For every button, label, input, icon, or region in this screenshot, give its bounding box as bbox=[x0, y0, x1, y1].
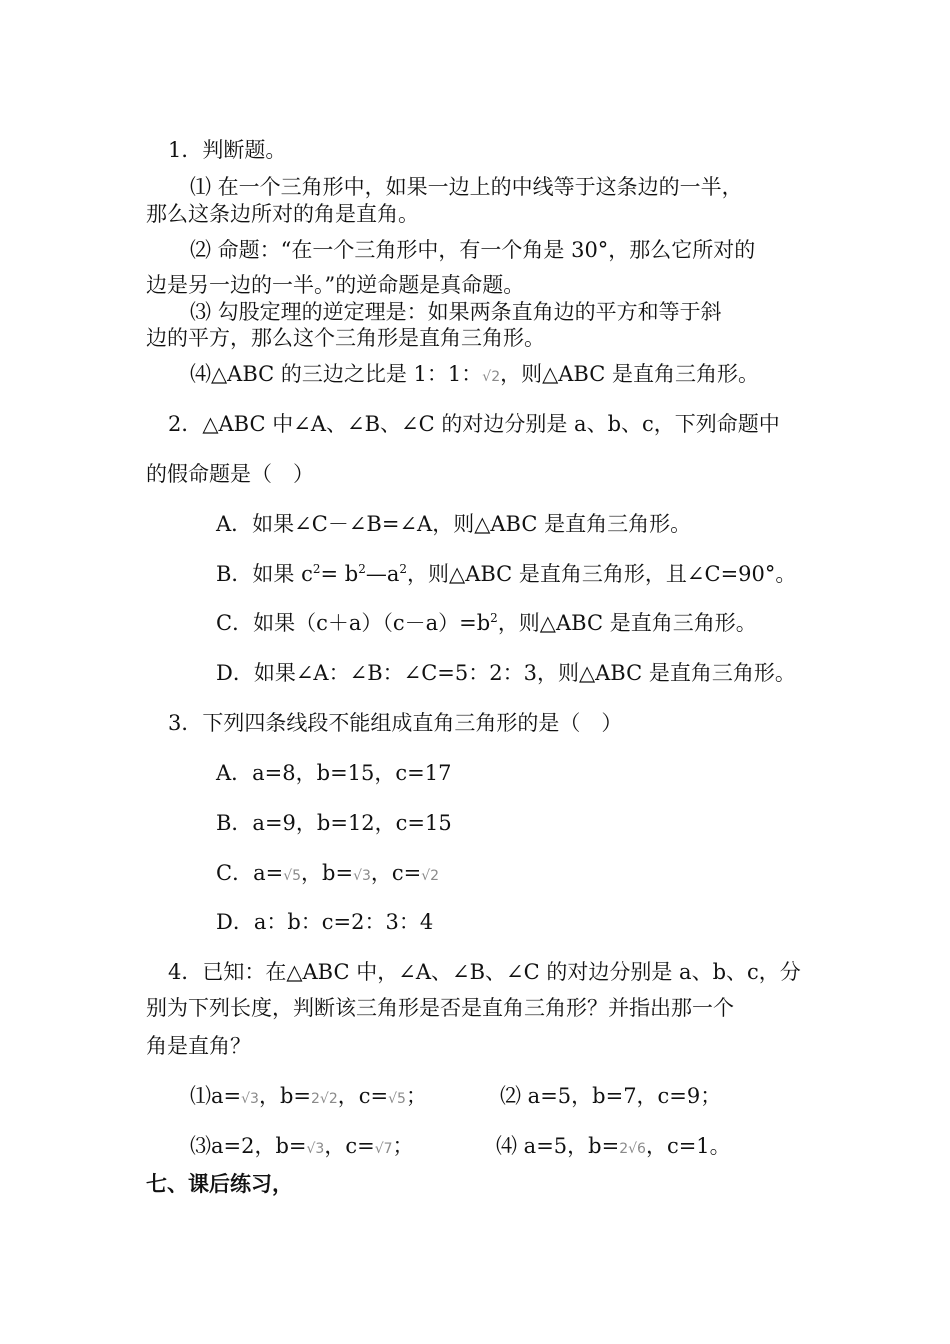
q4-line2: 别为下列长度，判断该三角形是否是直角三角形？并指出那一个 bbox=[146, 996, 734, 1020]
q1-title: 1．判断题。 bbox=[168, 138, 287, 162]
q4-part1-text: ，b= bbox=[258, 1084, 311, 1108]
sqrt-icon: √3 bbox=[353, 868, 371, 884]
q2-option-b-text: B．如果 c bbox=[216, 562, 313, 586]
q1-item4 bbox=[190, 360, 759, 391]
q2-option-c bbox=[216, 609, 757, 637]
superscript: 2 bbox=[490, 611, 498, 625]
q2-option-b-text: ，则△ABC 是直角三角形，且∠C=90°。 bbox=[407, 562, 797, 586]
q1-item2-line2: 边是另一边的一半。”的逆命题是真命题。 bbox=[146, 273, 525, 297]
q3-option-d: D．a：b：c=2：3：4 bbox=[216, 910, 434, 934]
sqrt-icon: √7 bbox=[374, 1141, 393, 1157]
q3-option-c bbox=[216, 859, 439, 890]
q1-item1-line2: 那么这条边所对的角是直角。 bbox=[146, 202, 419, 226]
q2-option-a: A．如果∠C－∠B=∠A，则△ABC 是直角三角形。 bbox=[216, 512, 692, 536]
q2-option-c-text: ，则△ABC 是直角三角形。 bbox=[497, 611, 757, 635]
q2-line1: 2．△ABC 中∠A、∠B、∠C 的对边分别是 a、b、c，下列命题中 bbox=[168, 412, 780, 436]
q4-part4-text: ，c=1。 bbox=[645, 1134, 731, 1158]
q4-line1: 4．已知：在△ABC 中，∠A、∠B、∠C 的对边分别是 a、b、c，分 bbox=[168, 960, 801, 984]
q4-part3-text: ； bbox=[392, 1134, 414, 1158]
sqrt-icon: √5 bbox=[388, 1091, 406, 1107]
sqrt-icon: 2√2 bbox=[311, 1091, 338, 1107]
q1-item3-line1: ⑶ 勾股定理的逆定理是：如果两条直角边的平方和等于斜 bbox=[190, 300, 722, 324]
q4-part3-text: ⑶a=2，b= bbox=[190, 1134, 307, 1158]
sqrt-icon: 2√6 bbox=[619, 1141, 646, 1157]
superscript: 2 bbox=[358, 562, 366, 576]
q3-option-c-text: ，c= bbox=[370, 861, 422, 885]
q2-option-b-text: = b bbox=[320, 562, 359, 586]
q3-option-b: B．a=9，b=12，c=15 bbox=[216, 811, 452, 835]
q4-part4-text: ⑷ a=5，b= bbox=[496, 1134, 620, 1158]
q3-option-c-text: ，b= bbox=[301, 861, 354, 885]
superscript: 2 bbox=[312, 562, 321, 576]
q4-part1-text: ，c= bbox=[337, 1084, 389, 1108]
q3-line1: 3．下列四条线段不能组成直角三角形的是（ ） bbox=[168, 711, 623, 735]
q2-option-b-text: —a bbox=[365, 562, 400, 586]
q1-item4-text-b: ，则△ABC 是直角三角形。 bbox=[500, 362, 759, 386]
q4-part3 bbox=[190, 1132, 414, 1163]
q4-part3-text: ，c= bbox=[324, 1134, 375, 1158]
q2-option-d: D．如果∠A：∠B：∠C=5：2：3，则△ABC 是直角三角形。 bbox=[216, 661, 796, 685]
sqrt-icon: √2 bbox=[482, 369, 501, 385]
q1-item1-line1: ⑴ 在一个三角形中，如果一边上的中线等于这条边的一半， bbox=[190, 175, 743, 199]
q4-part1 bbox=[190, 1082, 427, 1113]
superscript: 2 bbox=[399, 562, 408, 576]
q2-option-b bbox=[216, 560, 796, 588]
q1-item3-line2: 边的平方，那么这个三角形是直角三角形。 bbox=[146, 326, 545, 350]
q4-part1-text: ⑴a= bbox=[190, 1084, 242, 1108]
section-heading: 七、课后练习， bbox=[146, 1171, 293, 1196]
q4-part1-text: ； bbox=[405, 1084, 427, 1108]
sqrt-icon: √3 bbox=[241, 1091, 259, 1107]
sqrt-icon: √3 bbox=[306, 1141, 325, 1157]
q4-part4 bbox=[496, 1132, 731, 1163]
sqrt-icon: √2 bbox=[421, 868, 440, 884]
q2-option-c-text: C．如果（c＋a）（c－a）=b bbox=[216, 611, 491, 635]
q3-option-a: A．a=8，b=15，c=17 bbox=[216, 761, 452, 785]
q4-line3: 角是直角？ bbox=[146, 1034, 251, 1058]
q4-part2: ⑵ a=5，b=7，c=9； bbox=[500, 1084, 722, 1108]
q1-item2-line1: ⑵ 命题：“在一个三角形中，有一个角是 30°，那么它所对的 bbox=[190, 238, 756, 262]
q3-option-c-text: C．a= bbox=[216, 861, 284, 885]
sqrt-icon: √5 bbox=[283, 868, 302, 884]
q1-item4-text-a: ⑷△ABC 的三边之比是 1：1： bbox=[190, 362, 483, 386]
q2-line2: 的假命题是（ ） bbox=[146, 462, 314, 486]
